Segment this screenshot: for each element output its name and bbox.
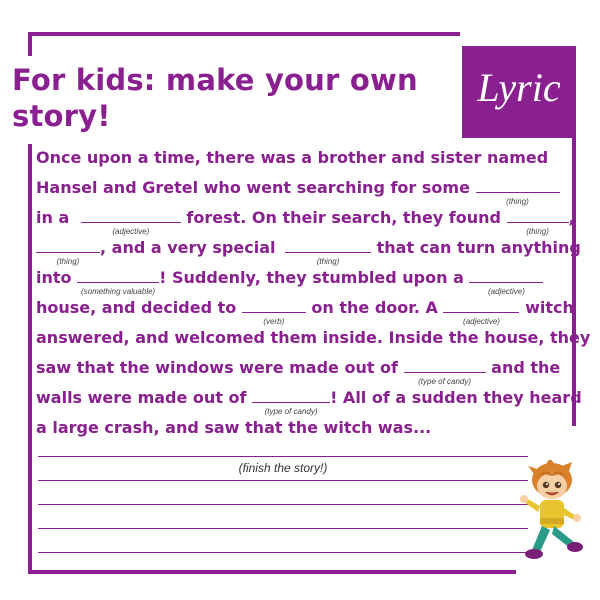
blank-something-valuable[interactable]: (something valuable) xyxy=(77,268,159,283)
story-line-4: (thing) , and a very special (thing) that can turn anything xyxy=(36,238,581,268)
frame-left-line xyxy=(28,144,32,574)
finish-story-label: (finish the story!) xyxy=(238,461,328,475)
story-line-9: walls were made out of (type of candy) ! All of a sudden they heard xyxy=(36,388,582,416)
page-title xyxy=(12,62,452,134)
writing-line[interactable] xyxy=(38,456,528,457)
story-line-10: a large crash, and saw that the witch was... xyxy=(36,418,432,437)
cartoon-kid-illustration xyxy=(518,460,590,565)
frame-bottom-line xyxy=(28,570,516,574)
logo-badge xyxy=(462,46,576,138)
blank-verb[interactable]: (verb) xyxy=(242,298,306,313)
story-line-3: in a (adjective) forest. On their search, they found (thing) , xyxy=(36,208,575,236)
story-line-2: Hansel and Gretel who went searching for some (thing) xyxy=(36,178,560,208)
title-line-1: For kids: make your own xyxy=(12,63,418,97)
blank-adjective[interactable]: (adjective) xyxy=(81,208,181,223)
writing-line[interactable] xyxy=(38,504,528,505)
title-line-2: story! xyxy=(12,99,111,133)
story-line-1: Once upon a time, there was a brother and sister named xyxy=(36,148,549,167)
blank-type-of-candy[interactable]: (type of candy) xyxy=(404,358,486,373)
blank-thing[interactable]: (thing) xyxy=(476,178,560,193)
blank-adjective[interactable]: (adjective) xyxy=(469,268,543,283)
story-line-8: saw that the windows were made out of (type of candy) and the xyxy=(36,358,561,386)
story-line-7: answered, and welcomed them inside. Inside the house, they xyxy=(36,328,591,347)
writing-line[interactable] xyxy=(38,480,528,481)
blank-adjective[interactable]: (adjective) xyxy=(443,298,519,313)
blank-thing[interactable]: (thing) xyxy=(36,238,100,253)
writing-line[interactable] xyxy=(38,528,528,529)
story-line-5: into (something valuable) ! Suddenly, they stumbled upon a (adjective) xyxy=(36,268,543,298)
writing-line[interactable] xyxy=(38,552,528,553)
story-line-6: house, and decided to (verb) on the door. A (adjective) witch xyxy=(36,298,574,326)
frame-top-line xyxy=(28,32,460,36)
blank-thing[interactable]: (thing) xyxy=(285,238,371,253)
blank-thing[interactable]: (thing) xyxy=(507,208,569,223)
logo-text: Lyric xyxy=(477,65,561,110)
frame-left-line-top xyxy=(28,32,32,56)
blank-type-of-candy[interactable]: (type of candy) xyxy=(252,388,330,403)
